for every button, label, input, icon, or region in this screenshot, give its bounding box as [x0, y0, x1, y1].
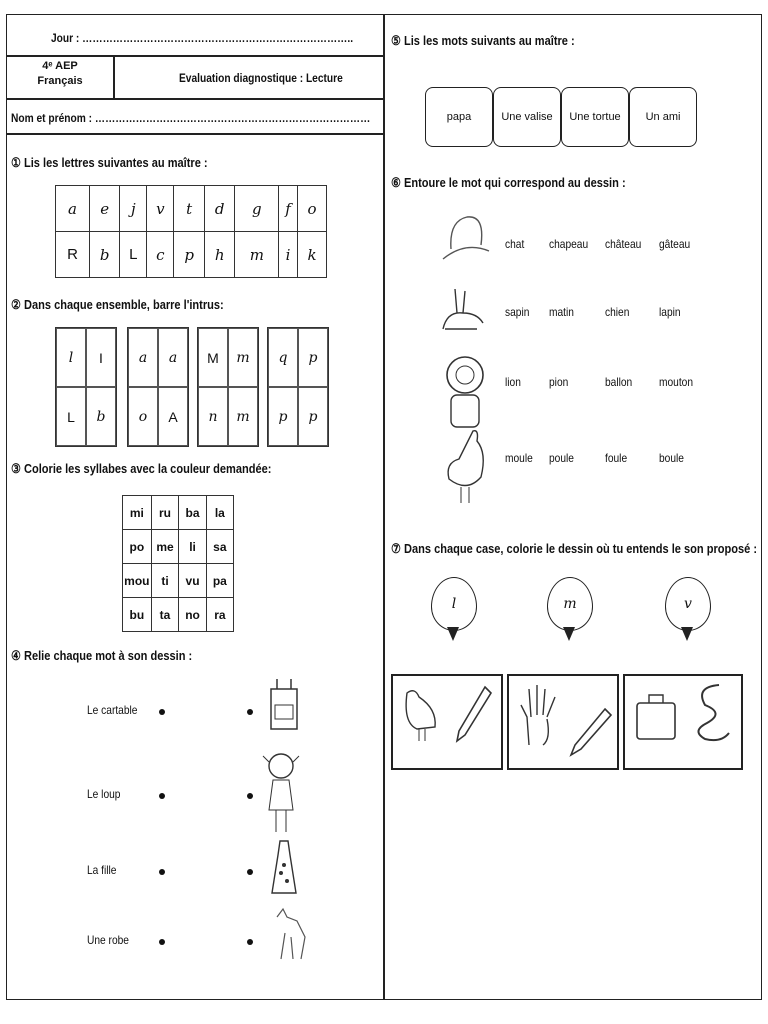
syllable-cell[interactable]: ru	[151, 496, 179, 530]
intrus-letter[interactable]: n	[198, 387, 228, 446]
word-scroll	[493, 87, 561, 147]
letter-cell: h	[204, 232, 235, 278]
bubble-tail	[447, 627, 459, 641]
worksheet-page	[6, 14, 762, 1000]
word-choice[interactable]: matin	[549, 305, 574, 319]
syllable-cell[interactable]: vu	[179, 564, 206, 598]
letter-cell: v	[147, 186, 174, 232]
hen-drawing	[443, 423, 487, 507]
intrus-letter[interactable]: a	[158, 328, 188, 387]
intrus-letter[interactable]: L	[56, 387, 86, 446]
syllable-cell[interactable]: bu	[123, 598, 152, 632]
bubble-tail	[681, 627, 693, 641]
letter-cell: R	[56, 232, 90, 278]
word-choice[interactable]: chien	[605, 305, 630, 319]
intrus-set	[197, 327, 259, 447]
sound-letter: v	[684, 596, 692, 612]
intrus-letter[interactable]: o	[128, 387, 158, 446]
word-choice[interactable]: lapin	[659, 305, 681, 319]
word-choice[interactable]: ballon	[605, 375, 633, 389]
letter-cell: k	[297, 232, 326, 278]
word-choice[interactable]: chapeau	[549, 237, 589, 251]
syllable-cell[interactable]: ta	[151, 598, 179, 632]
rabbit-drawing	[437, 285, 489, 337]
header-rule	[7, 133, 383, 135]
intrus-letter[interactable]: l	[56, 328, 86, 387]
match-word: Le cartable	[87, 703, 138, 717]
word-choice[interactable]: gâteau	[659, 237, 691, 251]
letters-table	[55, 185, 327, 278]
letter-cell: i	[279, 232, 298, 278]
word-dot[interactable]	[159, 793, 165, 799]
syllable-cell[interactable]: mou	[123, 564, 152, 598]
word-choice[interactable]: chat	[505, 237, 525, 251]
picture-dot[interactable]	[247, 709, 253, 715]
ex4-title: ④ Relie chaque mot à son dessin :	[11, 648, 193, 663]
intrus-set	[55, 327, 117, 447]
word-choice[interactable]: pion	[549, 375, 569, 389]
word-dot[interactable]	[159, 939, 165, 945]
scroll-word: papa	[446, 111, 472, 123]
match-word: Le loup	[87, 787, 121, 801]
syllable-cell[interactable]: me	[151, 530, 179, 564]
match-word: Une robe	[87, 933, 129, 947]
girl-drawing	[263, 750, 299, 836]
intrus-letter[interactable]: q	[268, 328, 298, 387]
intrus-letter[interactable]: M	[198, 328, 228, 387]
intrus-letter[interactable]: m	[228, 328, 258, 387]
syllable-cell[interactable]: no	[179, 598, 206, 632]
pencil2-drawing	[567, 705, 613, 759]
word-choice[interactable]: mouton	[659, 375, 694, 389]
letter-cell: b	[89, 232, 119, 278]
ex6-title: ⑥ Entoure le mot qui correspond au dessin :	[391, 175, 626, 190]
syllable-cell[interactable]: ba	[179, 496, 206, 530]
letter-cell: L	[120, 232, 147, 278]
word-scroll	[561, 87, 629, 147]
word-dot[interactable]	[159, 869, 165, 875]
syllable-cell[interactable]: po	[123, 530, 152, 564]
ex7-title: ⑦ Dans chaque case, colorie le dessin où tu entends le son proposé :	[391, 541, 758, 556]
word-choice[interactable]: boule	[659, 451, 684, 465]
column-divider	[383, 15, 385, 999]
intrus-letter[interactable]: m	[228, 387, 258, 446]
letter-cell: f	[279, 186, 298, 232]
word-choice[interactable]: sapin	[505, 305, 530, 319]
letter-cell: m	[235, 232, 279, 278]
snake-drawing	[691, 679, 731, 745]
sound-bubble	[431, 577, 477, 631]
syllable-cell[interactable]: pa	[206, 564, 233, 598]
intrus-letter[interactable]: I	[86, 328, 116, 387]
lion-drawing	[443, 353, 487, 431]
picture-dot[interactable]	[247, 793, 253, 799]
schoolbag-drawing	[267, 675, 301, 735]
hand-drawing	[517, 683, 561, 747]
ex3-title: ③ Colorie les syllabes avec la couleur demandée:	[11, 461, 272, 476]
letter-cell: c	[147, 232, 174, 278]
pigeon-drawing	[397, 683, 441, 743]
syllable-cell[interactable]: la	[206, 496, 233, 530]
level-cell	[7, 59, 113, 89]
bubble-tail	[563, 627, 575, 641]
letter-cell: t	[174, 186, 204, 232]
scroll-word: Une valise	[501, 111, 553, 123]
level-text: 4ᵉ AEP	[42, 60, 78, 72]
word-scroll	[629, 87, 697, 147]
word-dot[interactable]	[159, 709, 165, 715]
word-choice[interactable]: moule	[505, 451, 533, 465]
syllable-cell[interactable]: ra	[206, 598, 233, 632]
intrus-letter[interactable]: b	[86, 387, 116, 446]
word-scroll	[425, 87, 493, 147]
word-choice[interactable]: poule	[549, 451, 574, 465]
pencil-drawing	[453, 683, 493, 745]
scroll-word: Une tortue	[569, 111, 621, 123]
page-title: Evaluation diagnostique : Lecture	[179, 71, 343, 85]
word-choice[interactable]: foule	[605, 451, 628, 465]
letter-cell: d	[204, 186, 235, 232]
day-field: Jour : ……………………………………………………………………..	[51, 31, 354, 45]
picture-dot[interactable]	[247, 869, 253, 875]
intrus-letter[interactable]: p	[268, 387, 298, 446]
letter-cell: o	[297, 186, 326, 232]
letter-cell: a	[56, 186, 90, 232]
intrus-set	[127, 327, 189, 447]
name-field: Nom et prénom : ………………………………………………………………………	[11, 111, 371, 125]
ex2-title: ② Dans chaque ensemble, barre l'intrus:	[11, 297, 224, 312]
syllable-cell[interactable]: mi	[123, 496, 152, 530]
syllable-cell[interactable]: sa	[206, 530, 233, 564]
syllable-cell[interactable]: li	[179, 530, 206, 564]
word-choice[interactable]: château	[605, 237, 642, 251]
intrus-letter[interactable]: a	[128, 328, 158, 387]
ex5-title: ⑤ Lis les mots suivants au maître :	[391, 33, 575, 48]
match-word: La fille	[87, 863, 117, 877]
sound-bubble	[547, 577, 593, 631]
syllable-cell[interactable]: ti	[151, 564, 179, 598]
syllables-table	[122, 495, 234, 632]
sound-bubble	[665, 577, 711, 631]
header-rule	[7, 98, 383, 100]
intrus-letter[interactable]: p	[298, 387, 328, 446]
letter-cell: j	[120, 186, 147, 232]
sound-letter: m	[563, 596, 577, 612]
letter-cell: e	[89, 186, 119, 232]
ex1-title: ① Lis les lettres suivantes au maître :	[11, 155, 208, 170]
header-rule	[7, 55, 383, 57]
dress-drawing	[271, 837, 297, 897]
word-choice[interactable]: lion	[505, 375, 521, 389]
suitcase-drawing	[633, 687, 679, 743]
hat-drawing	[435, 211, 495, 265]
scroll-word: Un ami	[645, 111, 681, 123]
intrus-set	[267, 327, 329, 447]
wolf-drawing	[271, 907, 311, 965]
intrus-letter[interactable]: p	[298, 328, 328, 387]
letter-cell: p	[174, 232, 204, 278]
sound-letter: l	[451, 596, 457, 612]
letter-cell: g	[235, 186, 279, 232]
intrus-letter[interactable]: A	[158, 387, 188, 446]
subject-text: Français	[37, 75, 83, 87]
header-cell-divider	[113, 55, 115, 98]
picture-dot[interactable]	[247, 939, 253, 945]
